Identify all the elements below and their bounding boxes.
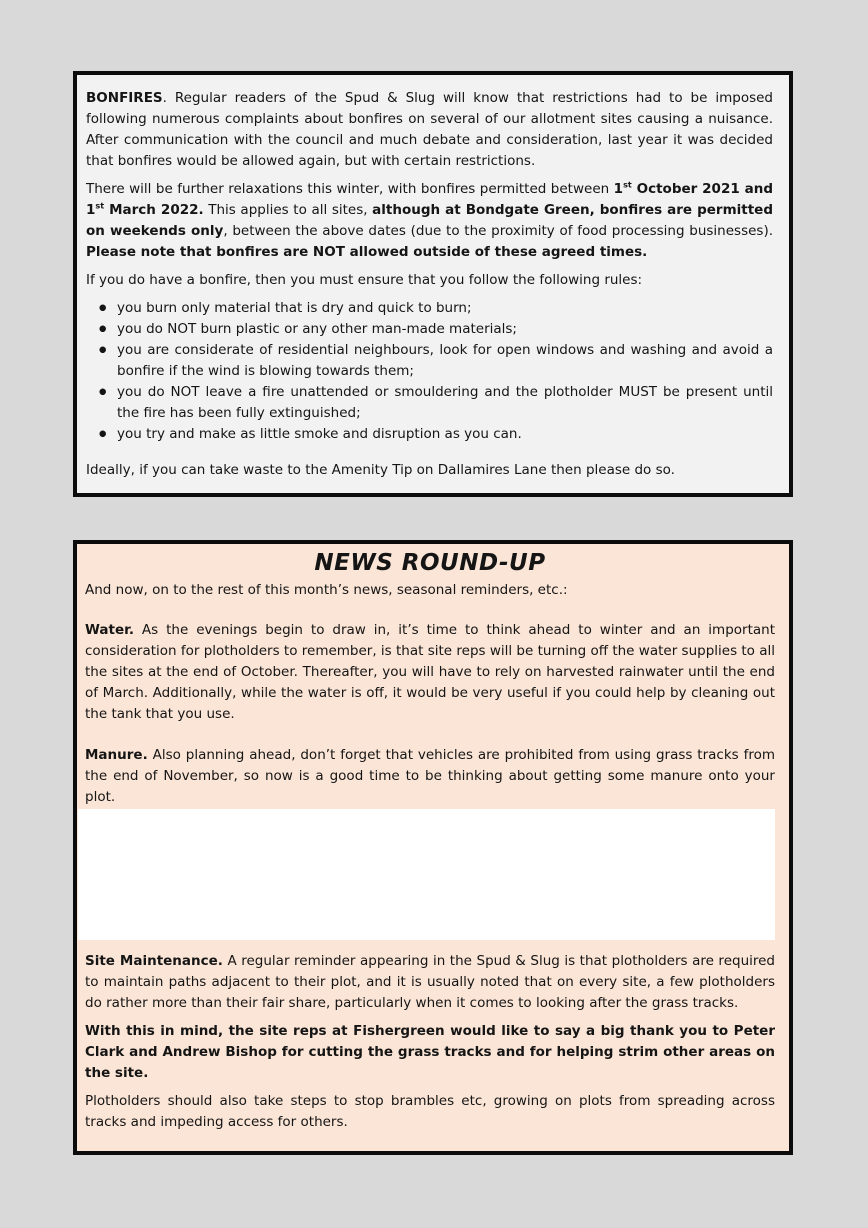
bonfire-rule-item: ● you try and make as little smoke and disruption as you can.: [86, 424, 773, 445]
brambles-section: Plotholders should also take steps to stop brambles etc, growing on plots from spreading across tracks and impeding access for others.: [85, 1093, 775, 1130]
fishergreen-thanks-section: With this in mind, the site reps at Fishergreen would like to say a big thank you to Peter Clark and Andrew Bishop for cutting the grass tracks and for helping strim other areas on the site.: [85, 1023, 775, 1081]
news-roundup-box: [73, 540, 793, 1155]
bonfire-rule-item: ● you are considerate of residential neighbours, look for open windows and washing and avoid a bonfire if the wind is blowing towards them;: [86, 340, 773, 382]
water-section: Water. As the evenings begin to draw in, it’s time to think ahead to winter and an important consideration for plotholders to remember, is that site reps will be turning off the water supplies to all the sites at the end of October. Thereafter, you will have to rely on harvested rainwater until the end of March. Additionally, while the water is off, it would be very useful if you could help by cleaning out the tank that you use.: [85, 622, 776, 722]
bonfires-closing: Ideally, if you can take waste to the Amenity Tip on Dallamires Lane then please do so.: [86, 462, 675, 478]
bonfire-rule-item: ● you burn only material that is dry and quick to burn;: [86, 298, 773, 319]
news-roundup-title: NEWS ROUND-UP: [314, 550, 546, 576]
blank-image-placeholder: [78, 809, 775, 940]
bonfire-rule-item: ● you do NOT leave a fire unattended or smouldering and the plotholder MUST be present until the fire has been fully extinguished;: [86, 382, 773, 424]
bonfires-paragraph-dates: There will be further relaxations this winter, with bonfires permitted between 1st October 2021 and 1st March 2022. This applies to all sites, although at Bondgate Green, bonfires are permitted on weekends only, between the above dates (due to the proximity of food processing businesses). Please note that bonfires are NOT allowed outside of these agreed times.: [86, 179, 773, 260]
bonfires-rules-lead: If you do have a bonfire, then you must ensure that you follow the following rules:: [86, 272, 643, 288]
site-maintenance-section: Site Maintenance. A regular reminder appearing in the Spud & Slug is that plotholders are required to maintain paths adjacent to their plot, and it is usually noted that on every site, a few plotholders do rather more than their fair share, particularly when it comes to looking after the grass tracks.: [85, 953, 776, 1011]
bonfire-rules-list: [86, 298, 773, 445]
manure-section: Manure. Also planning ahead, don’t forget that vehicles are prohibited from using grass tracks from the end of November, so now is a good time to be thinking about getting some manure onto your plot.: [85, 747, 775, 805]
bonfires-box: [73, 71, 793, 497]
bonfires-paragraph-intro: BONFIRES. Regular readers of the Spud & Slug will know that restrictions had to be imposed following numerous complaints about bonfires on several of our allotment sites causing a nuisance. After communication with the council and much debate and consideration, last year it was decided that bonfires would be allowed again, but with certain restrictions.: [86, 90, 773, 169]
news-intro: And now, on to the rest of this month’s news, seasonal reminders, etc.:: [85, 582, 568, 598]
bonfire-rule-item: ● you do NOT burn plastic or any other man-made materials;: [86, 319, 773, 340]
